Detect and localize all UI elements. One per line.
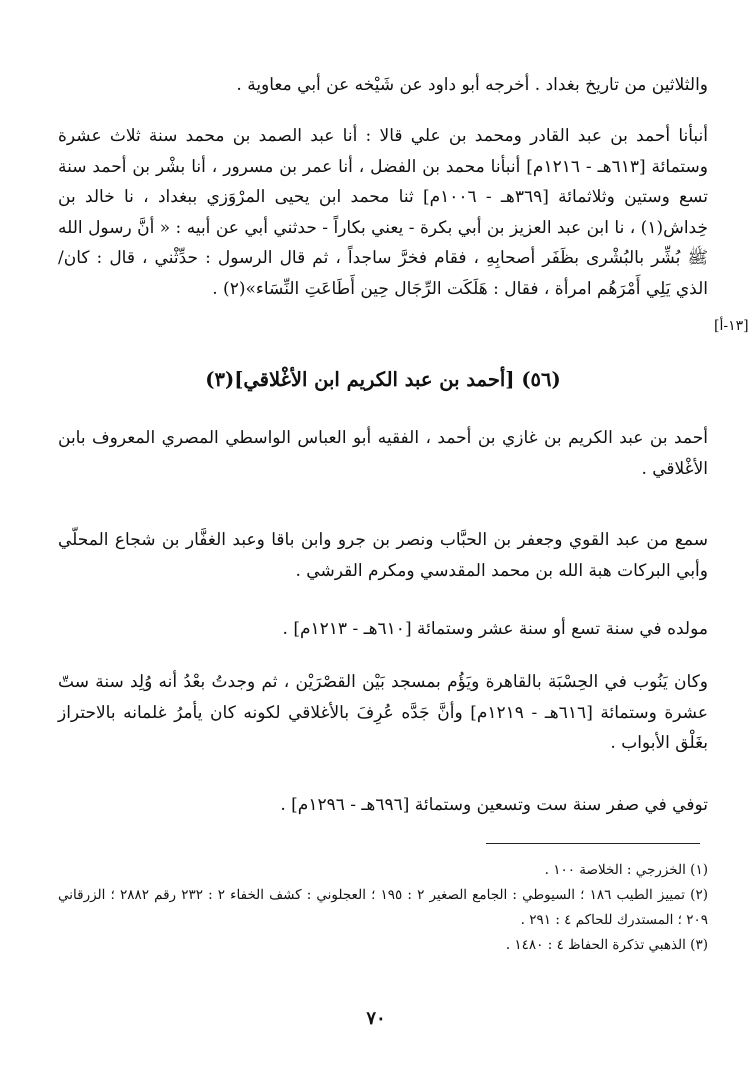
footnote-divider [486, 843, 700, 844]
margin-note: [١٣-أ] [714, 318, 749, 334]
footnote: (٣) الذهبي تذكرة الحفاظ ٤ : ١٤٨٠ . [505, 937, 708, 953]
entry-heading: (٥٦) [أحمد بن عبد الكريم ابن الأغْلاقي](٣) [205, 368, 561, 391]
footnote: (١) الخزرجي : الخلاصة ١٠٠ . [544, 862, 708, 878]
paragraph-7: توفي في صفر سنة ست وتسعين وستمائة [٦٩٦هـ - ١٢٩٦م] . [280, 795, 708, 815]
paragraph-4: سمع من عبد القوي وجعفر بن الحبَّاب ونصر بن جرو وابن باقا وعبد الغفَّار بن شجاع المحلّي وأبي البركات هبة الله بن محمد المقدسي ومكرم القرشي . [58, 530, 708, 581]
paragraph-5: مولده في سنة تسع أو سنة عشر وستمائة [٦١٠هـ - ١٢١٣م] . [282, 619, 708, 639]
paragraph-3: أحمد بن عبد الكريم بن غازي بن أحمد ، الفقيه أبو العباس الواسطي المصري المعروف بابن الأغْلاقي . [58, 428, 708, 479]
footnotes [58, 858, 708, 958]
footnote: (٢) تمييز الطيب ١٨٦ ؛ السيوطي : الجامع الصغير ٢ : ١٩٥ ؛ العجلوني : كشف الخفاء ٢ : ٢٣٢ رقم ٢٨٨٢ ؛ الزرقاني ٢٠٩ ؛ المستدرك للحاكم ٤ : ٢٩١ . [58, 887, 708, 928]
page-number: ٧٠ [366, 1008, 386, 1029]
paragraph-2: أنبأنا أحمد بن عبد القادر ومحمد بن علي قالا : أنا عبد الصمد بن محمد سنة ثلاث عشرة وستمائة [٦١٣هـ - ١٢١٦م] أنبأنا محمد بن الفضل ، أنا عمر بن مسرور ، أنا بشْر بن أحمد سنة تسع وستين وثلاثمائة [٣٦٩هـ - ١٠٠٦م] ثنا محمد ابن يحيى المرْوَزي ببغداد ، نا خالد بن خِداش(١) ، نا ابن عبد العزيز بن أبي بكرة - يعني بكاراً - حدثني أبي عن أبيه : « أنَّ رسول الله ﷺ بُشِّر بالبُشْرى بظَفَر أصحابِهِ ، فقام فخرَّ ساجداً ، ثم قال الرسول : حدِّثْني ، قال : كان/ الذي يَلِي أَمْرَهُم امرأة ، فقال : هَلَكَت الرِّجَال حِين أَطَاعَتِ النِّسَاء»(٢) . [58, 126, 708, 299]
paragraph-6: وكان يَنُوب في الحِسْبَة بالقاهرة ويَؤُم بمسجد بَيْن القصْرَيْن ، ثم وجدتُ بعْدُ أنه وُلِد سنة ستّ عشرة وستمائة [٦١٦هـ - ١٢١٩م] وأنَّ جَدَّه عُرِفَ بالأغلاقي لكونه كان يأمرُ غلمانه بالاحتراز بغَلْق الأبواب . [58, 672, 708, 753]
paragraph-1: والثلاثين من تاريخ بغداد . أخرجه أبو داود عن شَيْخه عن أبي معاوية . [236, 75, 708, 95]
